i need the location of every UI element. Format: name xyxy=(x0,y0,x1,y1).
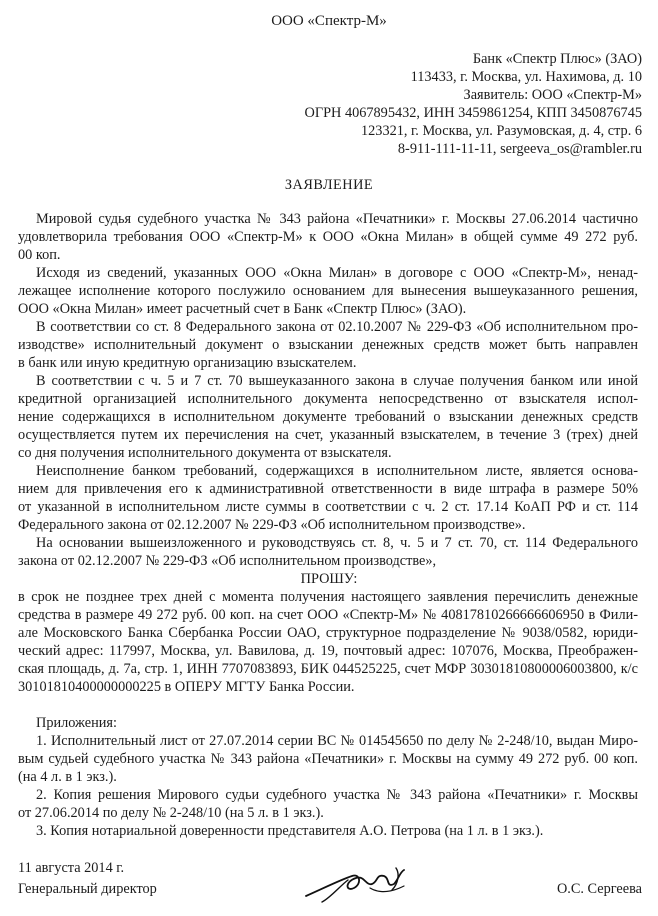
attachment-line: вым судьей судебного участка № 343 района «Печатники» г. Москвы на сумму 49 272 руб. 00 коп. xyxy=(18,751,638,767)
body-line: лежащее исполнение которого послужило основанием для вынесения вышеуказанного решения, xyxy=(18,283,638,299)
body-line: кредитной организацией исполнительного документа непосредственно от взыскателя испол- xyxy=(18,391,638,407)
body-line: 00 коп. xyxy=(18,247,61,263)
applicant-address: 123321, г. Москва, ул. Разумовская, д. 4, стр. 6 xyxy=(361,123,642,139)
request-heading: ПРОШУ: xyxy=(300,571,358,587)
attachment-line: 1. Исполнительный лист от 27.07.2014 серии ВС № 014545650 по делу № 2-248/10, выдан Миро- xyxy=(36,733,638,749)
body-line: закона от 02.12.2007 № 229-ФЗ «Об исполнительном производстве», xyxy=(18,553,437,569)
body-line: Исходя из сведений, указанных ООО «Окна Милан» в договоре с ООО «Спектр-М», ненад- xyxy=(36,265,638,281)
body-line: от указанной в исполнительном листе суммы в соответствии с ч. 2 ст. 17.14 КоАП РФ и ст. 114 xyxy=(18,499,638,515)
signatory-name: О.С. Сергеева xyxy=(556,881,642,897)
body-line: нием для привлечения его к административной ответственности в виде штрафа в размере 50% xyxy=(18,481,638,497)
body-line: Неисполнение банком требований, содержащихся в исполнительном листе, является основа- xyxy=(36,463,638,479)
body-line: Мировой судья судебного участка № 343 района «Печатники» г. Москвы 27.06.2014 частично xyxy=(36,211,638,227)
request-line: в срок не позднее трех дней с момента получения настоящего заявления перечислить денежные xyxy=(18,589,638,605)
body-line: удовлетворила требования ООО «Спектр-М» к ООО «Окна Милан» в общей сумме 49 272 руб. xyxy=(18,229,638,245)
applicant-contacts: 8-911-111-11-11, sergeeva_os@rambler.ru xyxy=(397,141,642,157)
request-line: ческий адрес: 117997, Москва, ул. Вавилова, д. 19, почтовый адрес: 107076, Москва, Преображен- xyxy=(18,643,638,659)
body-line: осуществляется путем их перечисления на счет, указанный взыскателем, в течение 3 (трех) дней xyxy=(18,427,638,443)
document-title: ЗАЯВЛЕНИЕ xyxy=(284,177,374,193)
document-date: 11 августа 2014 г. xyxy=(18,860,125,876)
recipient-bank-address: 113433, г. Москва, ул. Нахимова, д. 10 xyxy=(410,69,642,85)
attachment-line: 3. Копия нотариальной доверенности представителя А.О. Петрова (на 1 л. в 1 экз.). xyxy=(36,823,544,839)
body-line: изводстве» исполнительный документ о взыскании денежных средств может быть направлен xyxy=(18,337,638,353)
body-line: В соответствии со ст. 8 Федерального закона от 02.10.2007 № 229-ФЗ «Об исполнительном про- xyxy=(36,319,638,335)
attachment-line: (на 4 л. в 1 экз.). xyxy=(18,769,117,785)
body-line: На основании вышеизложенного и руководствуясь ст. 8, ч. 5 и 7 ст. 70, ст. 114 Федерального xyxy=(36,535,638,551)
attachments-heading: Приложения: xyxy=(36,715,117,731)
body-line: со дня получения исполнительного документа от взыскателя. xyxy=(18,445,392,461)
request-line: средства в размере 49 272 руб. 00 коп. на счет ООО «Спектр-М» № 40817810266666606950 в Фили- xyxy=(18,607,638,623)
applicant-name: Заявитель: ООО «Спектр-М» xyxy=(463,87,642,103)
request-line: ская площадь, д. 7а, стр. 1, ИНН 7707083893, БИК 044525225, счет МФР 30301810800006003800, к/с xyxy=(18,661,638,677)
recipient-bank: Банк «Спектр Плюс» (ЗАО) xyxy=(472,51,642,67)
handwritten-signature xyxy=(300,858,420,906)
request-line: 30101810400000000225 в ОПЕРУ МГТУ Банка России. xyxy=(18,679,355,695)
attachment-line: 2. Копия решения Мирового судьи судебного участка № 343 района «Печатники» г. Москвы xyxy=(36,787,638,803)
body-line: Федерального закона от 02.12.2007 № 229-ФЗ «Об исполнительном производстве». xyxy=(18,517,526,533)
body-line: нение содержащихся в исполнительном документе требований о взыскании денежных средств xyxy=(18,409,638,425)
applicant-registration: ОГРН 4067895432, ИНН 3459861254, КПП 3450876745 xyxy=(304,105,642,121)
letterhead: ООО «Спектр-М» xyxy=(271,13,387,29)
body-line: в банк или иную кредитную организацию взыскателем. xyxy=(18,355,357,371)
body-line: ООО «Окна Милан» имеет расчетный счет в Банк «Спектр Плюс» (ЗАО). xyxy=(18,301,467,317)
request-line: але Московского Банка Сбербанка России ОАО, структурное подразделение № 9038/0582, юриди- xyxy=(18,625,638,641)
attachment-line: от 27.06.2014 по делу № 2-248/10 (на 5 л. в 1 экз.). xyxy=(18,805,324,821)
body-line: В соответствии с ч. 5 и 7 ст. 70 вышеуказанного закона в случае получения банком или иной xyxy=(36,373,638,389)
signatory-position: Генеральный директор xyxy=(18,881,157,897)
